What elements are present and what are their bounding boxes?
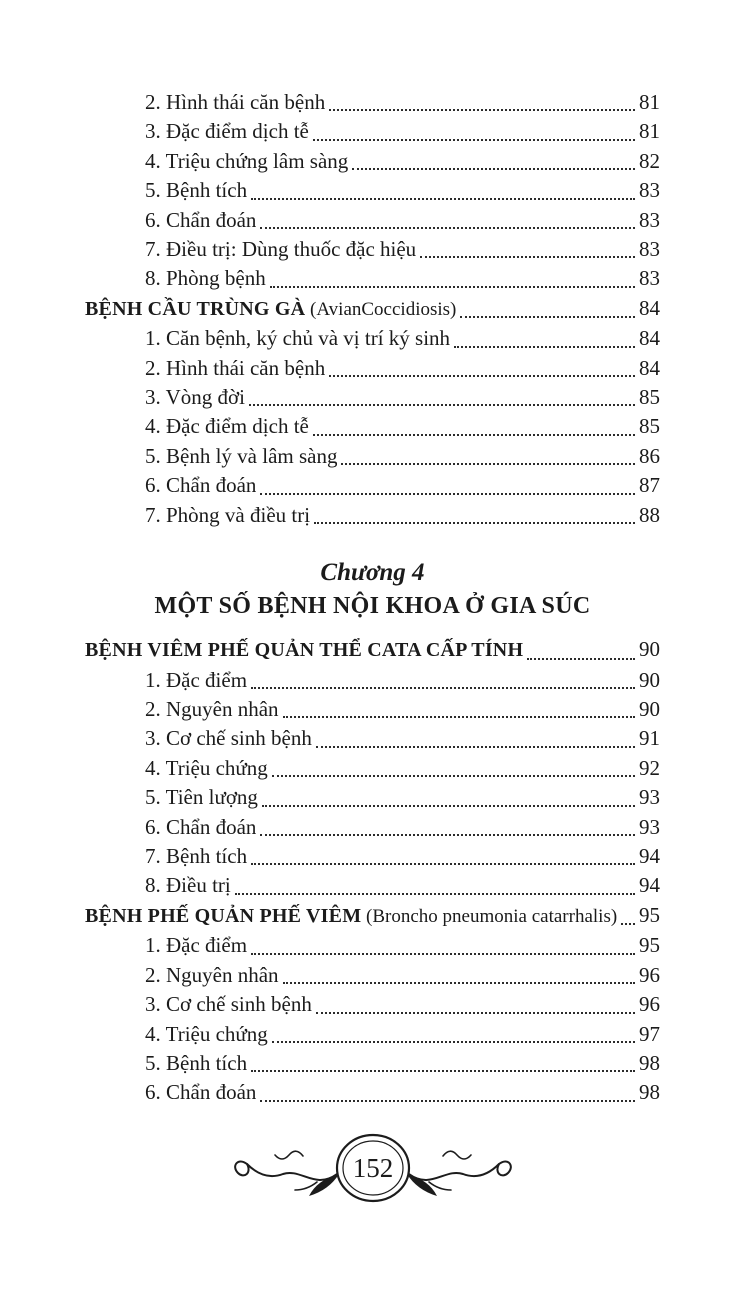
toc-dot-leader <box>260 493 635 495</box>
toc-dot-leader <box>420 256 635 258</box>
toc-entry-page: 94 <box>639 844 660 869</box>
toc-entry-page: 82 <box>639 148 660 173</box>
page-number: 152 <box>352 1152 393 1183</box>
toc-entry-page: 91 <box>639 726 660 751</box>
toc-dot-leader <box>260 834 635 836</box>
toc-entry <box>85 1049 660 1078</box>
toc-entry-page: 85 <box>639 385 660 410</box>
toc-entry-page: 88 <box>639 502 660 527</box>
toc-entry <box>85 176 660 205</box>
toc-entry-page: 93 <box>639 785 660 810</box>
toc-dot-leader <box>260 227 635 229</box>
toc-entry-label: 8. Phòng bệnh <box>145 266 266 291</box>
toc-entry <box>85 783 660 812</box>
toc-dot-leader <box>283 982 635 984</box>
toc-entry <box>85 412 660 441</box>
toc-entry <box>85 990 660 1019</box>
toc-entry <box>85 961 660 990</box>
toc-entry <box>85 442 660 471</box>
toc-entry-page: 90 <box>639 637 660 662</box>
toc-entry <box>85 117 660 146</box>
toc-entry-label: BỆNH PHẾ QUẢN PHẾ VIÊM (Broncho pneumonia catarrhalis) <box>85 904 618 927</box>
toc-entry-label: BỆNH VIÊM PHẾ QUẢN THỂ CATA CẤP TÍNH <box>85 639 524 662</box>
toc-entry-label: 5. Bệnh tích <box>145 1050 248 1075</box>
toc-entry-page: 83 <box>639 178 660 203</box>
toc-dot-leader <box>235 893 635 895</box>
toc-entry-page: 94 <box>639 873 660 898</box>
toc-entry <box>85 901 660 931</box>
toc-entry-label: 3. Cơ chế sinh bệnh <box>145 726 312 751</box>
toc-entry-page: 81 <box>639 119 660 144</box>
toc-entry-page: 98 <box>639 1050 660 1075</box>
toc-entry-label: 8. Điều trị <box>145 873 231 898</box>
toc-entry-page: 90 <box>639 697 660 722</box>
toc-entry <box>85 666 660 695</box>
toc-entry-label: 2. Hình thái căn bệnh <box>145 90 326 114</box>
toc-dot-leader <box>272 1041 635 1043</box>
toc-dot-leader <box>329 109 635 111</box>
toc-dot-leader <box>249 404 635 406</box>
toc-entry-page: 90 <box>639 667 660 692</box>
toc-entry-label: 6. Chẩn đoán <box>145 207 257 232</box>
toc-entry-label: 5. Bệnh lý và lâm sàng <box>145 443 338 468</box>
toc-entry-page: 83 <box>639 266 660 291</box>
toc-entry-page: 95 <box>639 933 660 958</box>
chapter-number-title: Chương 4 <box>320 559 425 587</box>
toc-entry-page: 87 <box>639 473 660 498</box>
toc-dot-leader <box>352 168 635 170</box>
toc-dot-leader <box>621 923 635 925</box>
toc-entry-label: 7. Điều trị: Dùng thuốc đặc hiệu <box>145 237 417 262</box>
toc-section-upper <box>85 88 660 530</box>
toc-entry-page: 84 <box>639 295 660 320</box>
toc-entry-page: 97 <box>639 1021 660 1046</box>
toc-entry-note: (AvianCoccidiosis) <box>305 298 457 320</box>
toc-entry-page: 84 <box>639 355 660 380</box>
toc-entry-page: 85 <box>639 414 660 439</box>
toc-entry-label: 1. Căn bệnh, ký chủ và vị trí ký sinh <box>145 326 451 351</box>
ornament-flourish-right <box>407 1151 511 1196</box>
toc-entry-page: 95 <box>639 902 660 927</box>
toc-entry-label: 2. Nguyên nhân <box>145 962 279 987</box>
toc-dot-leader <box>260 1100 635 1102</box>
toc-entry-label: 6. Chẩn đoán <box>145 814 257 839</box>
toc-entry-label: BỆNH CẦU TRÙNG GÀ (AvianCoccidiosis) <box>85 297 457 320</box>
toc-entry-label: 1. Đặc điểm <box>145 933 248 958</box>
toc-entry-label: 3. Đặc điểm dịch tễ <box>145 119 309 144</box>
toc-entry <box>85 842 660 871</box>
page-footer-ornament <box>85 1124 660 1221</box>
toc-entry-label: 1. Đặc điểm <box>145 667 248 692</box>
toc-entry-label: 7. Phòng và điều trị <box>145 502 311 527</box>
toc-dot-leader <box>313 139 635 141</box>
chapter-heading <box>85 556 660 622</box>
toc-entry-label: 3. Vòng đời <box>145 385 245 410</box>
toc-entry-label: 7. Bệnh tích <box>145 844 248 869</box>
toc-entry-page: 86 <box>639 443 660 468</box>
toc-entry <box>85 1020 660 1049</box>
toc-entry-label: 4. Triệu chứng <box>145 1021 268 1046</box>
toc-entry-label: 6. Chẩn đoán <box>145 1080 257 1105</box>
toc-entry <box>85 88 660 117</box>
chapter-title: MỘT SỐ BỆNH NỘI KHOA Ở GIA SÚC <box>154 592 591 619</box>
toc-dot-leader <box>272 775 635 777</box>
toc-entry <box>85 471 660 500</box>
ornament-flourish-left <box>235 1151 339 1196</box>
toc-entry <box>85 206 660 235</box>
toc-dot-leader <box>527 658 635 660</box>
toc-dot-leader <box>251 953 635 955</box>
toc-section-lower <box>85 635 660 1108</box>
toc-entry-note: (Broncho pneumonia catarrhalis) <box>361 905 618 927</box>
toc-entry <box>85 354 660 383</box>
toc-dot-leader <box>460 316 635 318</box>
toc-entry-page: 93 <box>639 814 660 839</box>
toc-entry <box>85 147 660 176</box>
toc-entry-page: 96 <box>639 962 660 987</box>
toc-dot-leader <box>316 746 635 748</box>
toc-entry <box>85 754 660 783</box>
toc-entry <box>85 235 660 264</box>
toc-entry <box>85 1078 660 1107</box>
toc-dot-leader <box>316 1012 635 1014</box>
toc-entry-label: 4. Triệu chứng lâm sàng <box>145 148 349 173</box>
toc-entry-label: 5. Bệnh tích <box>145 178 248 203</box>
toc-entry <box>85 324 660 353</box>
toc-dot-leader <box>251 198 635 200</box>
toc-entry <box>85 724 660 753</box>
toc-entry-page: 84 <box>639 326 660 351</box>
toc-entry <box>85 501 660 530</box>
toc-dot-leader <box>251 863 635 865</box>
toc-entry <box>85 813 660 842</box>
toc-entry <box>85 695 660 724</box>
toc-entry <box>85 264 660 293</box>
toc-entry-page: 81 <box>639 90 660 114</box>
toc-entry-label: 6. Chẩn đoán <box>145 473 257 498</box>
toc-entry-page: 92 <box>639 755 660 780</box>
toc-entry-label: 2. Nguyên nhân <box>145 697 279 722</box>
toc-dot-leader <box>270 286 635 288</box>
toc-dot-leader <box>262 805 635 807</box>
toc-entry-label: 4. Triệu chứng <box>145 755 268 780</box>
toc-entry <box>85 635 660 665</box>
toc-entry-page: 96 <box>639 992 660 1017</box>
toc-dot-leader <box>341 463 635 465</box>
toc-dot-leader <box>313 434 635 436</box>
toc-entry-label: 5. Tiên lượng <box>145 785 258 810</box>
toc-dot-leader <box>283 716 635 718</box>
toc-entry <box>85 383 660 412</box>
toc-dot-leader <box>314 522 635 524</box>
toc-entry-label: 4. Đặc điểm dịch tễ <box>145 414 309 439</box>
toc-dot-leader <box>251 687 635 689</box>
toc-entry <box>85 871 660 900</box>
toc-entry-label: 2. Hình thái căn bệnh <box>145 355 326 380</box>
toc-entry-page: 98 <box>639 1080 660 1105</box>
toc-entry-label: 3. Cơ chế sinh bệnh <box>145 992 312 1017</box>
toc-entry <box>85 294 660 324</box>
toc-dot-leader <box>251 1070 635 1072</box>
ornament-graphic <box>193 1124 553 1216</box>
toc-dot-leader <box>329 375 635 377</box>
toc-entry-page: 83 <box>639 237 660 262</box>
toc-dot-leader <box>454 346 635 348</box>
toc-entry <box>85 931 660 960</box>
toc-entry-page: 83 <box>639 207 660 232</box>
